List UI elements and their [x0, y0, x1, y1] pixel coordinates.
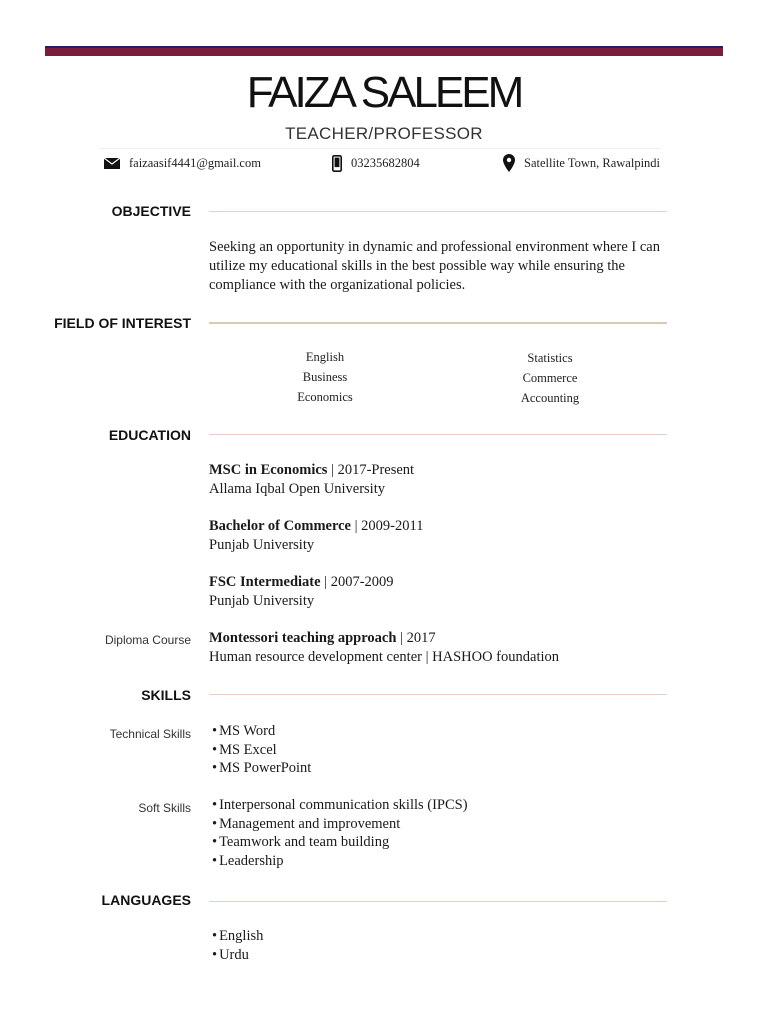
objective-text: Seeking an opportunity in dynamic and professional environment where I can utilize my educational skills in the best possible way while ensuring the compliance with the organizational policies. [209, 239, 660, 293]
education-divider [209, 434, 667, 435]
soft-skills-list [212, 796, 468, 870]
list-item: • English [212, 927, 263, 946]
objective-divider [209, 211, 667, 212]
languages-list [212, 927, 263, 964]
skills-divider [209, 694, 667, 695]
envelope-icon [104, 158, 120, 169]
interest-item: Accounting [520, 391, 580, 405]
list-item: • MS PowerPoint [212, 759, 311, 778]
degree-period: | 2017-Present [327, 462, 415, 478]
diploma-entry [209, 629, 559, 667]
interest-item: Business [302, 370, 348, 384]
list-item: • Leadership [212, 852, 468, 871]
degree-period: | 2007-2009 [320, 574, 394, 590]
interest-list-left [225, 347, 425, 407]
phone-text: 03235682804 [351, 155, 420, 170]
degree-period: | 2009-2011 [351, 518, 424, 534]
candidate-title: TEACHER/PROFESSOR [285, 124, 483, 143]
contact-email[interactable] [104, 152, 261, 174]
list-item: • Urdu [212, 946, 263, 965]
technical-skills-list [212, 722, 311, 778]
list-item: • Management and improvement [212, 815, 468, 834]
list-item: • Interpersonal communication skills (IPCS) [212, 796, 468, 815]
contact-phone[interactable] [332, 152, 420, 174]
degree-name: MSC in Economics [209, 462, 328, 478]
technical-skills-label: Technical Skills [109, 727, 191, 741]
mobile-phone-icon [332, 155, 342, 172]
diploma-course: Montessori teaching approach [209, 630, 397, 646]
contact-location [503, 152, 660, 174]
contact-divider [100, 148, 660, 149]
institution-name: Allama Iqbal Open University [209, 481, 385, 497]
interest-list-right [450, 348, 650, 408]
education-entry [209, 517, 423, 555]
diploma-institution: Human resource development center | HASHOO foundation [209, 649, 559, 665]
degree-name: FSC Intermediate [209, 574, 321, 590]
interest-item: Commerce [522, 371, 578, 385]
education-heading: EDUCATION [108, 427, 191, 443]
email-text: faizaasif4441@gmail.com [129, 155, 261, 170]
list-item: • Teamwork and team building [212, 833, 468, 852]
list-item: • MS Excel [212, 741, 311, 760]
institution-name: Punjab University [209, 537, 315, 553]
interest-heading: FIELD OF INTEREST [54, 315, 191, 331]
skills-heading: SKILLS [141, 687, 191, 703]
institution-name: Punjab University [209, 593, 315, 609]
candidate-name: FAIZA SALEEM [246, 68, 522, 117]
location-text: Satellite Town, Rawalpindi [524, 155, 661, 170]
languages-divider [209, 901, 667, 902]
languages-heading: LANGUAGES [101, 892, 191, 908]
degree-name: Bachelor of Commerce [209, 518, 351, 534]
map-pin-icon [503, 154, 515, 172]
diploma-period: | 2017 [396, 630, 436, 646]
objective-heading: OBJECTIVE [111, 203, 191, 219]
education-entry [209, 573, 394, 611]
interest-item: Statistics [527, 351, 573, 365]
soft-skills-label: Soft Skills [138, 801, 191, 815]
interest-item: Economics [297, 390, 353, 404]
header-accent-bar [45, 46, 723, 56]
list-item: • MS Word [212, 722, 311, 741]
interest-divider [209, 322, 667, 324]
interest-item: English [305, 350, 345, 364]
diploma-label: Diploma Course [104, 633, 191, 647]
education-entry [209, 461, 414, 499]
